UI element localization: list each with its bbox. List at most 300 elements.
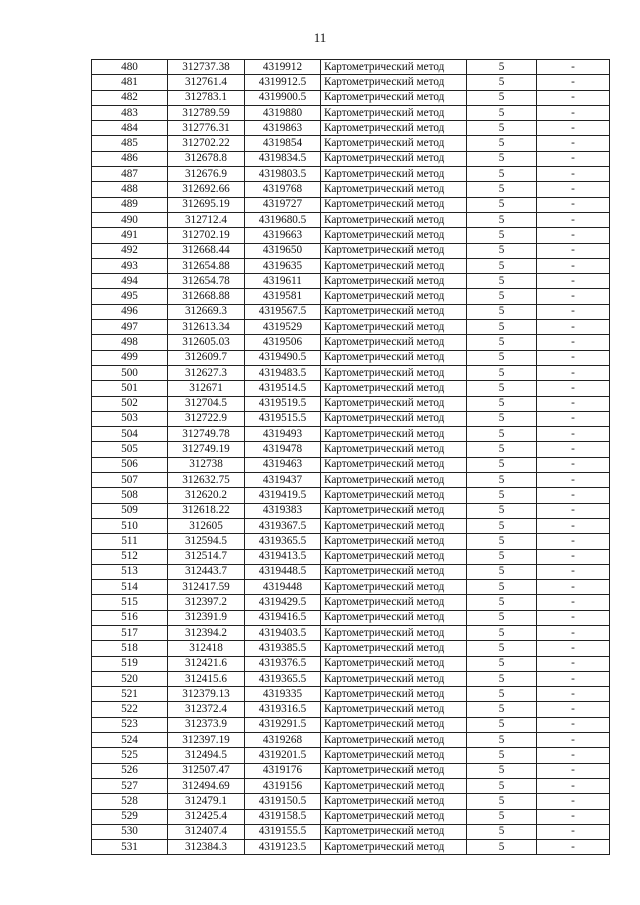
- method-cell: Картометрический метод: [321, 243, 467, 258]
- description-cell: -: [537, 625, 610, 640]
- point-number-cell: 520: [92, 671, 168, 686]
- table-row: [92, 687, 610, 702]
- method-cell: Картометрический метод: [321, 304, 467, 319]
- y-coordinate-cell: 4319663: [245, 228, 321, 243]
- point-number-cell: 524: [92, 733, 168, 748]
- table-row: [92, 151, 610, 166]
- table-row: [92, 274, 610, 289]
- table-row: [92, 840, 610, 855]
- accuracy-cell: 5: [467, 136, 537, 151]
- x-coordinate-cell: 312737.38: [168, 60, 245, 75]
- point-number-cell: 483: [92, 105, 168, 120]
- x-coordinate-cell: 312494.5: [168, 748, 245, 763]
- accuracy-cell: 5: [467, 702, 537, 717]
- method-cell: Картометрический метод: [321, 151, 467, 166]
- method-cell: Картометрический метод: [321, 671, 467, 686]
- coordinates-table-body: [92, 60, 610, 855]
- x-coordinate-cell: 312605: [168, 518, 245, 533]
- method-cell: Картометрический метод: [321, 488, 467, 503]
- description-cell: -: [537, 304, 610, 319]
- point-number-cell: 526: [92, 763, 168, 778]
- x-coordinate-cell: 312605.03: [168, 335, 245, 350]
- table-row: [92, 365, 610, 380]
- point-number-cell: 486: [92, 151, 168, 166]
- accuracy-cell: 5: [467, 641, 537, 656]
- method-cell: Картометрический метод: [321, 60, 467, 75]
- description-cell: -: [537, 702, 610, 717]
- description-cell: -: [537, 197, 610, 212]
- accuracy-cell: 5: [467, 167, 537, 182]
- x-coordinate-cell: 312379.13: [168, 687, 245, 702]
- description-cell: -: [537, 335, 610, 350]
- y-coordinate-cell: 4319413.5: [245, 549, 321, 564]
- description-cell: -: [537, 733, 610, 748]
- x-coordinate-cell: 312627.3: [168, 365, 245, 380]
- table-row: [92, 90, 610, 105]
- point-number-cell: 510: [92, 518, 168, 533]
- method-cell: Картометрический метод: [321, 289, 467, 304]
- method-cell: Картометрический метод: [321, 824, 467, 839]
- accuracy-cell: 5: [467, 182, 537, 197]
- point-number-cell: 491: [92, 228, 168, 243]
- description-cell: -: [537, 564, 610, 579]
- x-coordinate-cell: 312668.88: [168, 289, 245, 304]
- point-number-cell: 488: [92, 182, 168, 197]
- table-row: [92, 733, 610, 748]
- accuracy-cell: 5: [467, 549, 537, 564]
- point-number-cell: 482: [92, 90, 168, 105]
- point-number-cell: 528: [92, 794, 168, 809]
- table-row: [92, 625, 610, 640]
- accuracy-cell: 5: [467, 427, 537, 442]
- accuracy-cell: 5: [467, 243, 537, 258]
- method-cell: Картометрический метод: [321, 763, 467, 778]
- method-cell: Картометрический метод: [321, 717, 467, 732]
- x-coordinate-cell: 312479.1: [168, 794, 245, 809]
- x-coordinate-cell: 312632.75: [168, 473, 245, 488]
- coordinates-table: [91, 59, 610, 855]
- y-coordinate-cell: 4319463: [245, 457, 321, 472]
- description-cell: -: [537, 167, 610, 182]
- point-number-cell: 485: [92, 136, 168, 151]
- accuracy-cell: 5: [467, 274, 537, 289]
- accuracy-cell: 5: [467, 350, 537, 365]
- table-row: [92, 243, 610, 258]
- description-cell: -: [537, 121, 610, 136]
- method-cell: Картометрический метод: [321, 350, 467, 365]
- method-cell: Картометрический метод: [321, 212, 467, 227]
- method-cell: Картометрический метод: [321, 274, 467, 289]
- description-cell: -: [537, 411, 610, 426]
- table-row: [92, 809, 610, 824]
- x-coordinate-cell: 312394.2: [168, 625, 245, 640]
- page-number: 11: [313, 30, 327, 45]
- table-row: [92, 641, 610, 656]
- table-row: [92, 564, 610, 579]
- method-cell: Картометрический метод: [321, 840, 467, 855]
- method-cell: Картометрический метод: [321, 90, 467, 105]
- table-row: [92, 748, 610, 763]
- description-cell: -: [537, 105, 610, 120]
- accuracy-cell: 5: [467, 411, 537, 426]
- description-cell: -: [537, 60, 610, 75]
- table-row: [92, 488, 610, 503]
- description-cell: -: [537, 748, 610, 763]
- description-cell: -: [537, 274, 610, 289]
- accuracy-cell: 5: [467, 733, 537, 748]
- table-row: [92, 335, 610, 350]
- description-cell: -: [537, 809, 610, 824]
- method-cell: Картометрический метод: [321, 182, 467, 197]
- accuracy-cell: 5: [467, 197, 537, 212]
- method-cell: Картометрический метод: [321, 105, 467, 120]
- y-coordinate-cell: 4319291.5: [245, 717, 321, 732]
- point-number-cell: 522: [92, 702, 168, 717]
- accuracy-cell: 5: [467, 840, 537, 855]
- x-coordinate-cell: 312397.19: [168, 733, 245, 748]
- y-coordinate-cell: 4319854: [245, 136, 321, 151]
- description-cell: -: [537, 687, 610, 702]
- accuracy-cell: 5: [467, 580, 537, 595]
- x-coordinate-cell: 312613.34: [168, 320, 245, 335]
- x-coordinate-cell: 312594.5: [168, 534, 245, 549]
- description-cell: -: [537, 289, 610, 304]
- method-cell: Картометрический метод: [321, 580, 467, 595]
- y-coordinate-cell: 4319900.5: [245, 90, 321, 105]
- y-coordinate-cell: 4319680.5: [245, 212, 321, 227]
- accuracy-cell: 5: [467, 824, 537, 839]
- point-number-cell: 499: [92, 350, 168, 365]
- description-cell: -: [537, 212, 610, 227]
- point-number-cell: 518: [92, 641, 168, 656]
- accuracy-cell: 5: [467, 656, 537, 671]
- accuracy-cell: 5: [467, 396, 537, 411]
- x-coordinate-cell: 312494.69: [168, 778, 245, 793]
- method-cell: Картометрический метод: [321, 733, 467, 748]
- accuracy-cell: 5: [467, 671, 537, 686]
- method-cell: Картометрический метод: [321, 809, 467, 824]
- accuracy-cell: 5: [467, 151, 537, 166]
- accuracy-cell: 5: [467, 320, 537, 335]
- description-cell: -: [537, 595, 610, 610]
- method-cell: Картометрический метод: [321, 411, 467, 426]
- y-coordinate-cell: 4319478: [245, 442, 321, 457]
- table-row: [92, 258, 610, 273]
- accuracy-cell: 5: [467, 488, 537, 503]
- x-coordinate-cell: 312425.4: [168, 809, 245, 824]
- accuracy-cell: 5: [467, 503, 537, 518]
- y-coordinate-cell: 4319437: [245, 473, 321, 488]
- y-coordinate-cell: 4319176: [245, 763, 321, 778]
- accuracy-cell: 5: [467, 442, 537, 457]
- accuracy-cell: 5: [467, 381, 537, 396]
- method-cell: Картометрический метод: [321, 457, 467, 472]
- x-coordinate-cell: 312418: [168, 641, 245, 656]
- table-row: [92, 763, 610, 778]
- x-coordinate-cell: 312443.7: [168, 564, 245, 579]
- table-row: [92, 320, 610, 335]
- y-coordinate-cell: 4319567.5: [245, 304, 321, 319]
- x-coordinate-cell: 312776.31: [168, 121, 245, 136]
- point-number-cell: 489: [92, 197, 168, 212]
- method-cell: Картометрический метод: [321, 534, 467, 549]
- y-coordinate-cell: 4319834.5: [245, 151, 321, 166]
- point-number-cell: 509: [92, 503, 168, 518]
- method-cell: Картометрический метод: [321, 121, 467, 136]
- point-number-cell: 525: [92, 748, 168, 763]
- accuracy-cell: 5: [467, 365, 537, 380]
- accuracy-cell: 5: [467, 717, 537, 732]
- point-number-cell: 531: [92, 840, 168, 855]
- table-row: [92, 457, 610, 472]
- point-number-cell: 514: [92, 580, 168, 595]
- y-coordinate-cell: 4319383: [245, 503, 321, 518]
- accuracy-cell: 5: [467, 105, 537, 120]
- point-number-cell: 481: [92, 75, 168, 90]
- point-number-cell: 495: [92, 289, 168, 304]
- method-cell: Картометрический метод: [321, 167, 467, 182]
- y-coordinate-cell: 4319429.5: [245, 595, 321, 610]
- description-cell: -: [537, 534, 610, 549]
- method-cell: Картометрический метод: [321, 549, 467, 564]
- method-cell: Картометрический метод: [321, 503, 467, 518]
- point-number-cell: 496: [92, 304, 168, 319]
- accuracy-cell: 5: [467, 518, 537, 533]
- y-coordinate-cell: 4319506: [245, 335, 321, 350]
- point-number-cell: 497: [92, 320, 168, 335]
- method-cell: Картометрический метод: [321, 778, 467, 793]
- y-coordinate-cell: 4319335: [245, 687, 321, 702]
- method-cell: Картометрический метод: [321, 687, 467, 702]
- description-cell: -: [537, 320, 610, 335]
- y-coordinate-cell: 4319514.5: [245, 381, 321, 396]
- y-coordinate-cell: 4319365.5: [245, 671, 321, 686]
- accuracy-cell: 5: [467, 212, 537, 227]
- table-row: [92, 182, 610, 197]
- y-coordinate-cell: 4319493: [245, 427, 321, 442]
- accuracy-cell: 5: [467, 687, 537, 702]
- point-number-cell: 480: [92, 60, 168, 75]
- point-number-cell: 504: [92, 427, 168, 442]
- y-coordinate-cell: 4319635: [245, 258, 321, 273]
- method-cell: Картометрический метод: [321, 595, 467, 610]
- x-coordinate-cell: 312372.4: [168, 702, 245, 717]
- description-cell: -: [537, 778, 610, 793]
- y-coordinate-cell: 4319912: [245, 60, 321, 75]
- y-coordinate-cell: 4319448: [245, 580, 321, 595]
- accuracy-cell: 5: [467, 763, 537, 778]
- accuracy-cell: 5: [467, 90, 537, 105]
- accuracy-cell: 5: [467, 809, 537, 824]
- description-cell: -: [537, 396, 610, 411]
- x-coordinate-cell: 312722.9: [168, 411, 245, 426]
- y-coordinate-cell: 4319419.5: [245, 488, 321, 503]
- point-number-cell: 521: [92, 687, 168, 702]
- table-row: [92, 595, 610, 610]
- description-cell: -: [537, 794, 610, 809]
- table-row: [92, 136, 610, 151]
- point-number-cell: 501: [92, 381, 168, 396]
- method-cell: Картометрический метод: [321, 564, 467, 579]
- y-coordinate-cell: 4319519.5: [245, 396, 321, 411]
- description-cell: -: [537, 549, 610, 564]
- x-coordinate-cell: 312507.47: [168, 763, 245, 778]
- table-row: [92, 702, 610, 717]
- x-coordinate-cell: 312712.4: [168, 212, 245, 227]
- method-cell: Картометрический метод: [321, 136, 467, 151]
- y-coordinate-cell: 4319416.5: [245, 610, 321, 625]
- y-coordinate-cell: 4319156: [245, 778, 321, 793]
- y-coordinate-cell: 4319448.5: [245, 564, 321, 579]
- point-number-cell: 498: [92, 335, 168, 350]
- x-coordinate-cell: 312761.4: [168, 75, 245, 90]
- table-row: [92, 549, 610, 564]
- description-cell: -: [537, 350, 610, 365]
- table-row: [92, 534, 610, 549]
- accuracy-cell: 5: [467, 564, 537, 579]
- table-row: [92, 396, 610, 411]
- point-number-cell: 507: [92, 473, 168, 488]
- method-cell: Картометрический метод: [321, 427, 467, 442]
- y-coordinate-cell: 4319515.5: [245, 411, 321, 426]
- accuracy-cell: 5: [467, 75, 537, 90]
- point-number-cell: 513: [92, 564, 168, 579]
- point-number-cell: 487: [92, 167, 168, 182]
- point-number-cell: 517: [92, 625, 168, 640]
- x-coordinate-cell: 312702.19: [168, 228, 245, 243]
- point-number-cell: 490: [92, 212, 168, 227]
- x-coordinate-cell: 312692.66: [168, 182, 245, 197]
- description-cell: -: [537, 518, 610, 533]
- y-coordinate-cell: 4319581: [245, 289, 321, 304]
- y-coordinate-cell: 4319123.5: [245, 840, 321, 855]
- point-number-cell: 502: [92, 396, 168, 411]
- y-coordinate-cell: 4319365.5: [245, 534, 321, 549]
- y-coordinate-cell: 4319316.5: [245, 702, 321, 717]
- x-coordinate-cell: 312609.7: [168, 350, 245, 365]
- table-row: [92, 105, 610, 120]
- y-coordinate-cell: 4319529: [245, 320, 321, 335]
- table-row: [92, 121, 610, 136]
- description-cell: -: [537, 151, 610, 166]
- method-cell: Картометрический метод: [321, 473, 467, 488]
- description-cell: -: [537, 365, 610, 380]
- x-coordinate-cell: 312668.44: [168, 243, 245, 258]
- table-row: [92, 778, 610, 793]
- accuracy-cell: 5: [467, 748, 537, 763]
- description-cell: -: [537, 182, 610, 197]
- description-cell: -: [537, 473, 610, 488]
- x-coordinate-cell: 312789.59: [168, 105, 245, 120]
- point-number-cell: 492: [92, 243, 168, 258]
- description-cell: -: [537, 427, 610, 442]
- point-number-cell: 493: [92, 258, 168, 273]
- x-coordinate-cell: 312671: [168, 381, 245, 396]
- y-coordinate-cell: 4319912.5: [245, 75, 321, 90]
- y-coordinate-cell: 4319863: [245, 121, 321, 136]
- method-cell: Картометрический метод: [321, 381, 467, 396]
- accuracy-cell: 5: [467, 794, 537, 809]
- method-cell: Картометрический метод: [321, 442, 467, 457]
- description-cell: -: [537, 243, 610, 258]
- y-coordinate-cell: 4319155.5: [245, 824, 321, 839]
- table-row: [92, 197, 610, 212]
- table-row: [92, 167, 610, 182]
- x-coordinate-cell: 312676.9: [168, 167, 245, 182]
- table-row: [92, 717, 610, 732]
- description-cell: -: [537, 671, 610, 686]
- x-coordinate-cell: 312407.4: [168, 824, 245, 839]
- table-row: [92, 610, 610, 625]
- x-coordinate-cell: 312678.8: [168, 151, 245, 166]
- description-cell: -: [537, 503, 610, 518]
- y-coordinate-cell: 4319880: [245, 105, 321, 120]
- y-coordinate-cell: 4319367.5: [245, 518, 321, 533]
- description-cell: -: [537, 136, 610, 151]
- method-cell: Картометрический метод: [321, 75, 467, 90]
- method-cell: Картометрический метод: [321, 610, 467, 625]
- point-number-cell: 530: [92, 824, 168, 839]
- method-cell: Картометрический метод: [321, 396, 467, 411]
- y-coordinate-cell: 4319385.5: [245, 641, 321, 656]
- table-row: [92, 671, 610, 686]
- table-row: [92, 350, 610, 365]
- description-cell: -: [537, 258, 610, 273]
- description-cell: -: [537, 580, 610, 595]
- table-row: [92, 427, 610, 442]
- method-cell: Картометрический метод: [321, 702, 467, 717]
- table-row: [92, 794, 610, 809]
- method-cell: Картометрический метод: [321, 656, 467, 671]
- point-number-cell: 516: [92, 610, 168, 625]
- x-coordinate-cell: 312783.1: [168, 90, 245, 105]
- x-coordinate-cell: 312704.5: [168, 396, 245, 411]
- point-number-cell: 511: [92, 534, 168, 549]
- method-cell: Картометрический метод: [321, 625, 467, 640]
- method-cell: Картометрический метод: [321, 228, 467, 243]
- table-row: [92, 656, 610, 671]
- y-coordinate-cell: 4319483.5: [245, 365, 321, 380]
- accuracy-cell: 5: [467, 335, 537, 350]
- description-cell: -: [537, 840, 610, 855]
- point-number-cell: 500: [92, 365, 168, 380]
- table-row: [92, 473, 610, 488]
- accuracy-cell: 5: [467, 304, 537, 319]
- point-number-cell: 523: [92, 717, 168, 732]
- accuracy-cell: 5: [467, 60, 537, 75]
- description-cell: -: [537, 488, 610, 503]
- x-coordinate-cell: 312702.22: [168, 136, 245, 151]
- description-cell: -: [537, 228, 610, 243]
- description-cell: -: [537, 90, 610, 105]
- x-coordinate-cell: 312749.19: [168, 442, 245, 457]
- x-coordinate-cell: 312695.19: [168, 197, 245, 212]
- description-cell: -: [537, 457, 610, 472]
- method-cell: Картометрический метод: [321, 320, 467, 335]
- accuracy-cell: 5: [467, 121, 537, 136]
- table-row: [92, 304, 610, 319]
- point-number-cell: 529: [92, 809, 168, 824]
- description-cell: -: [537, 442, 610, 457]
- y-coordinate-cell: 4319150.5: [245, 794, 321, 809]
- description-cell: -: [537, 610, 610, 625]
- point-number-cell: 494: [92, 274, 168, 289]
- y-coordinate-cell: 4319768: [245, 182, 321, 197]
- y-coordinate-cell: 4319490.5: [245, 350, 321, 365]
- point-number-cell: 506: [92, 457, 168, 472]
- method-cell: Картометрический метод: [321, 335, 467, 350]
- x-coordinate-cell: 312654.78: [168, 274, 245, 289]
